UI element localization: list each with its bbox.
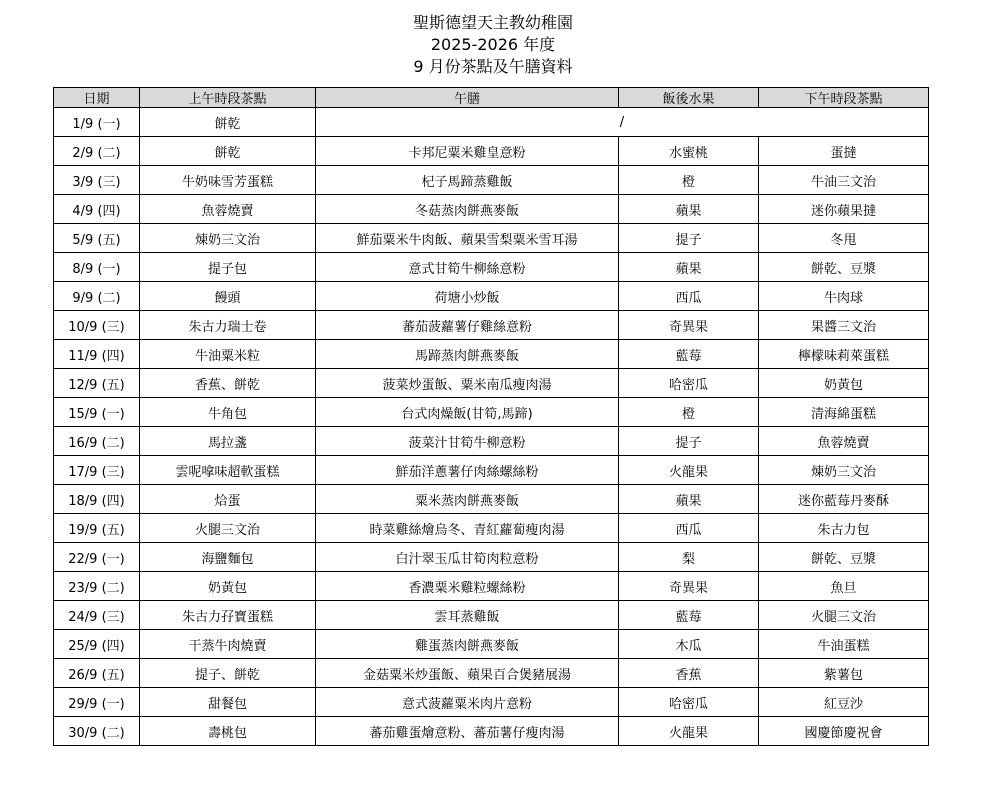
column-header-am-snack: 上午時段茶點 [140, 88, 316, 108]
pm-snack-cell: 餅乾、豆漿 [759, 543, 929, 572]
am-snack-cell: 煉奶三文治 [140, 224, 316, 253]
table-row [54, 311, 929, 340]
fruit-cell: 奇異果 [619, 572, 759, 601]
lunch-cell: 粟米蒸肉餅燕麥飯 [316, 485, 619, 514]
pm-snack-cell: 奶黃包 [759, 369, 929, 398]
date-cell: 18/9 (四) [54, 485, 140, 514]
date-cell: 16/9 (二) [54, 427, 140, 456]
school-name: 聖斯德望天主教幼稚園 [412, 13, 573, 32]
am-snack-cell: 牛油粟米粒 [140, 340, 316, 369]
date-cell: 29/9 (一) [54, 688, 140, 717]
date-cell: 5/9 (五) [54, 224, 140, 253]
fruit-cell: 蘋果 [619, 485, 759, 514]
fruit-cell: 西瓜 [619, 514, 759, 543]
am-snack-cell: 饅頭 [140, 282, 316, 311]
fruit-cell: 火龍果 [619, 456, 759, 485]
fruit-cell: 火龍果 [619, 717, 759, 746]
date-cell: 2/9 (二) [54, 137, 140, 166]
date-cell: 24/9 (三) [54, 601, 140, 630]
table-row [54, 717, 929, 746]
am-snack-cell: 牛角包 [140, 398, 316, 427]
pm-snack-cell: 果醬三文治 [759, 311, 929, 340]
date-cell: 26/9 (五) [54, 659, 140, 688]
am-snack-cell: 干蒸牛肉燒賣 [140, 630, 316, 659]
fruit-cell: 梨 [619, 543, 759, 572]
menu-table [53, 87, 929, 746]
lunch-cell: 蕃茄雞蛋燴意粉、蕃茄薯仔瘦肉湯 [316, 717, 619, 746]
pm-snack-cell: 餅乾、豆漿 [759, 253, 929, 282]
lunch-cell: 台式肉燥飯(甘筍,馬蹄) [316, 398, 619, 427]
table-row [54, 485, 929, 514]
date-cell: 25/9 (四) [54, 630, 140, 659]
date-cell: 15/9 (一) [54, 398, 140, 427]
fruit-cell: 哈密瓜 [619, 688, 759, 717]
date-cell: 12/9 (五) [54, 369, 140, 398]
fruit-cell: 蘋果 [619, 253, 759, 282]
pm-snack-cell: 魚旦 [759, 572, 929, 601]
fruit-cell: 哈密瓜 [619, 369, 759, 398]
table-row [54, 543, 929, 572]
fruit-cell: 藍莓 [619, 601, 759, 630]
pm-snack-cell: 蛋撻 [759, 137, 929, 166]
am-snack-cell: 壽桃包 [140, 717, 316, 746]
fruit-cell: 藍莓 [619, 340, 759, 369]
pm-snack-cell: 煉奶三文治 [759, 456, 929, 485]
am-snack-cell: 海鹽麵包 [140, 543, 316, 572]
table-row [54, 195, 929, 224]
am-snack-cell: 烚蛋 [140, 485, 316, 514]
lunch-cell: 時菜雞絲燴烏冬、青紅蘿蔔瘦肉湯 [316, 514, 619, 543]
lunch-cell: 菠菜汁甘筍牛柳意粉 [316, 427, 619, 456]
pm-snack-cell: 火腿三文治 [759, 601, 929, 630]
am-snack-cell: 朱古力瑞士卷 [140, 311, 316, 340]
column-header-pm-snack: 下午時段茶點 [759, 88, 929, 108]
lunch-cell: 雞蛋蒸肉餅燕麥飯 [316, 630, 619, 659]
fruit-cell: 木瓜 [619, 630, 759, 659]
lunch-cell: 白汁翠玉瓜甘筍肉粒意粉 [316, 543, 619, 572]
fruit-cell: 西瓜 [619, 282, 759, 311]
am-snack-cell: 馬拉盞 [140, 427, 316, 456]
document-header [0, 12, 986, 78]
pm-snack-cell: 迷你蘋果撻 [759, 195, 929, 224]
column-header-date: 日期 [54, 88, 140, 108]
pm-snack-cell: 魚蓉燒賣 [759, 427, 929, 456]
lunch-cell: 意式甘筍牛柳絲意粉 [316, 253, 619, 282]
lunch-cell: 杞子馬蹄蒸雞飯 [316, 166, 619, 195]
am-snack-cell: 雲呢嗱味超軟蛋糕 [140, 456, 316, 485]
date-cell: 23/9 (二) [54, 572, 140, 601]
table-row [54, 224, 929, 253]
am-snack-cell: 魚蓉燒賣 [140, 195, 316, 224]
date-cell: 17/9 (三) [54, 456, 140, 485]
lunch-cell: 意式菠蘿粟米肉片意粉 [316, 688, 619, 717]
table-row [54, 340, 929, 369]
fruit-cell: 橙 [619, 166, 759, 195]
am-snack-cell: 提子包 [140, 253, 316, 282]
pm-snack-cell: 牛肉球 [759, 282, 929, 311]
date-cell: 30/9 (二) [54, 717, 140, 746]
am-snack-cell: 火腿三文治 [140, 514, 316, 543]
date-cell: 1/9 (一) [54, 108, 140, 137]
date-cell: 9/9 (二) [54, 282, 140, 311]
fruit-cell: 提子 [619, 224, 759, 253]
school-year: 2025-2026 年度 [430, 35, 556, 54]
pm-snack-cell: 紅豆沙 [759, 688, 929, 717]
lunch-cell: 鮮茄粟米牛肉飯、蘋果雪梨粟米雪耳湯 [316, 224, 619, 253]
lunch-cell: 鮮茄洋蔥薯仔肉絲螺絲粉 [316, 456, 619, 485]
date-cell: 19/9 (五) [54, 514, 140, 543]
fruit-cell: 提子 [619, 427, 759, 456]
pm-snack-cell: 牛油蛋糕 [759, 630, 929, 659]
lunch-cell: 雲耳蒸雞飯 [316, 601, 619, 630]
fruit-cell: 水蜜桃 [619, 137, 759, 166]
table-row [54, 166, 929, 195]
column-header-fruit: 飯後水果 [619, 88, 759, 108]
lunch-cell: 香濃粟米雞粒螺絲粉 [316, 572, 619, 601]
table-row [54, 253, 929, 282]
table-row [54, 514, 929, 543]
table-row [54, 108, 929, 137]
pm-snack-cell: 清海綿蛋糕 [759, 398, 929, 427]
table-row [54, 572, 929, 601]
lunch-cell: 金菇粟米炒蛋飯、蘋果百合煲豬展湯 [316, 659, 619, 688]
pm-snack-cell: 國慶節慶祝會 [759, 717, 929, 746]
table-row [54, 630, 929, 659]
am-snack-cell: 甜餐包 [140, 688, 316, 717]
pm-snack-cell: 牛油三文治 [759, 166, 929, 195]
lunch-cell: 荷塘小炒飯 [316, 282, 619, 311]
pm-snack-cell: 檸檬味莉萊蛋糕 [759, 340, 929, 369]
table-row [54, 601, 929, 630]
lunch-cell: 蕃茄菠蘿薯仔雞絲意粉 [316, 311, 619, 340]
pm-snack-cell: 迷你藍莓丹麥酥 [759, 485, 929, 514]
am-snack-cell: 奶黃包 [140, 572, 316, 601]
table-row [54, 456, 929, 485]
table-row [54, 137, 929, 166]
pm-snack-cell: 紫薯包 [759, 659, 929, 688]
lunch-cell: 卡邦尼粟米雞皇意粉 [316, 137, 619, 166]
table-row [54, 369, 929, 398]
document-subtitle: 9 月份茶點及午膳資料 [413, 57, 573, 76]
am-snack-cell: 牛奶味雪芳蛋糕 [140, 166, 316, 195]
date-cell: 10/9 (三) [54, 311, 140, 340]
lunch-cell: 菠菜炒蛋飯、粟米南瓜瘦肉湯 [316, 369, 619, 398]
lunch-cell: 冬菇蒸肉餅燕麥飯 [316, 195, 619, 224]
table-row [54, 427, 929, 456]
table-row [54, 398, 929, 427]
am-snack-cell: 餅乾 [140, 137, 316, 166]
fruit-cell: 香蕉 [619, 659, 759, 688]
date-cell: 22/9 (一) [54, 543, 140, 572]
date-cell: 3/9 (三) [54, 166, 140, 195]
am-snack-cell: 香蕉、餅乾 [140, 369, 316, 398]
table-row [54, 282, 929, 311]
am-snack-cell: 餅乾 [140, 108, 316, 137]
am-snack-cell: 朱古力孖寶蛋糕 [140, 601, 316, 630]
fruit-cell: 蘋果 [619, 195, 759, 224]
column-header-lunch: 午膳 [316, 88, 619, 108]
date-cell: 4/9 (四) [54, 195, 140, 224]
table-row [54, 688, 929, 717]
table-row [54, 659, 929, 688]
merged-note-cell: / [316, 108, 929, 137]
lunch-cell: 馬蹄蒸肉餅燕麥飯 [316, 340, 619, 369]
fruit-cell: 奇異果 [619, 311, 759, 340]
am-snack-cell: 提子、餅乾 [140, 659, 316, 688]
fruit-cell: 橙 [619, 398, 759, 427]
header-row [54, 88, 929, 108]
pm-snack-cell: 冬甩 [759, 224, 929, 253]
pm-snack-cell: 朱古力包 [759, 514, 929, 543]
date-cell: 11/9 (四) [54, 340, 140, 369]
date-cell: 8/9 (一) [54, 253, 140, 282]
